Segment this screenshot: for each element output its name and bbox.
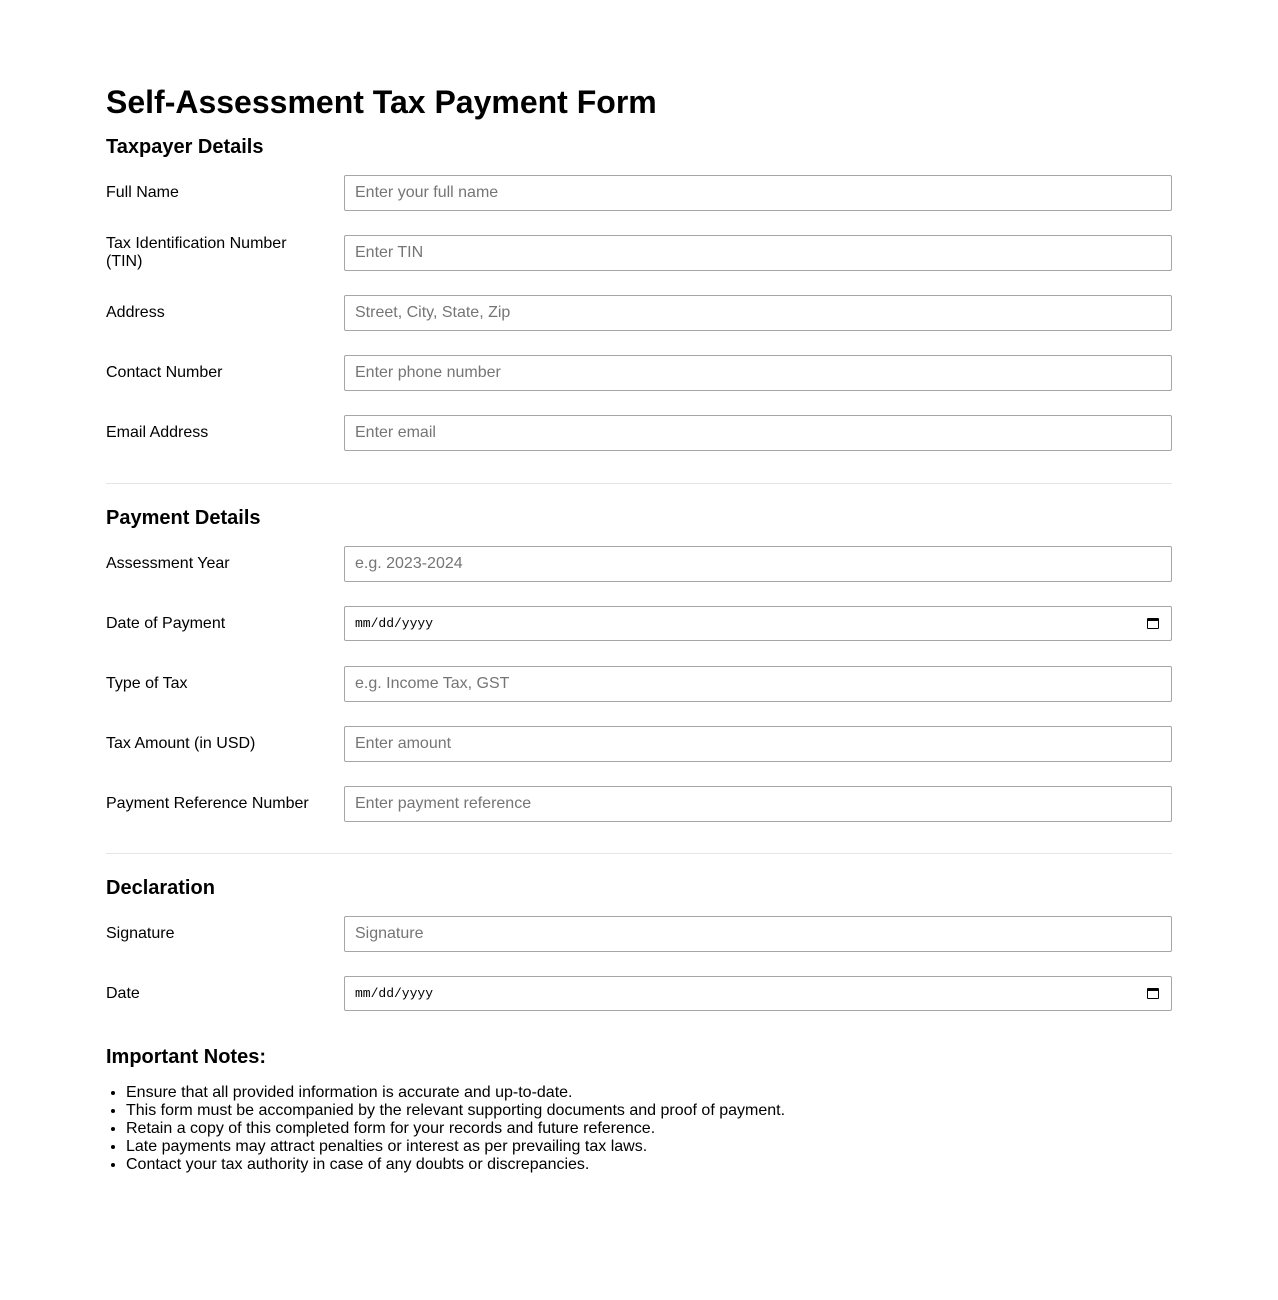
payment-details-section <box>106 506 1172 822</box>
email-input[interactable] <box>344 415 1172 451</box>
section-divider <box>106 853 1172 854</box>
payment-reference-input[interactable] <box>344 786 1172 822</box>
taxpayer-details-section <box>106 135 1172 451</box>
type-of-tax-input[interactable] <box>344 666 1172 702</box>
contact-number-label: Contact Number <box>106 364 223 381</box>
field-row-email <box>106 415 1172 451</box>
declaration-date-label: Date <box>106 985 140 1002</box>
contact-number-input[interactable] <box>344 355 1172 391</box>
declaration-section <box>106 876 1172 1012</box>
signature-label: Signature <box>106 925 175 942</box>
page-title: Self-Assessment Tax Payment Form <box>106 84 657 120</box>
full-name-input[interactable] <box>344 175 1172 211</box>
date-of-payment-input[interactable] <box>344 606 1172 641</box>
assessment-year-label: Assessment Year <box>106 555 230 572</box>
declaration-date-input[interactable] <box>344 976 1172 1011</box>
field-row-assessment-year <box>106 546 1172 582</box>
calendar-icon[interactable] <box>1147 988 1159 999</box>
field-row-date-of-payment <box>106 606 1172 642</box>
tin-input[interactable] <box>344 235 1172 271</box>
payment-reference-label: Payment Reference Number <box>106 795 309 812</box>
list-item: • Ensure that all provided information is accurate and up-to-date. <box>126 1084 1172 1102</box>
tin-label: Tax Identification Number (TIN) <box>106 235 287 270</box>
date-of-payment-placeholder: mm/dd/yyyy <box>355 616 434 631</box>
field-row-tin <box>106 235 1172 271</box>
calendar-icon[interactable] <box>1147 618 1159 629</box>
assessment-year-input[interactable] <box>344 546 1172 582</box>
field-row-declaration-date <box>106 976 1172 1012</box>
section-heading-payment: Payment Details <box>106 507 261 529</box>
field-row-payment-reference <box>106 786 1172 822</box>
important-notes-list <box>106 1084 1172 1174</box>
section-divider <box>106 483 1172 484</box>
declaration-date-placeholder: mm/dd/yyyy <box>355 986 434 1001</box>
type-of-tax-label: Type of Tax <box>106 675 188 692</box>
date-of-payment-label: Date of Payment <box>106 615 226 632</box>
address-input[interactable] <box>344 295 1172 331</box>
email-label: Email Address <box>106 424 209 441</box>
list-item: • Contact your tax authority in case of any doubts or discrepancies. <box>126 1156 1172 1174</box>
important-notes-heading: Important Notes: <box>106 1046 266 1068</box>
full-name-label: Full Name <box>106 184 179 201</box>
list-item: • Late payments may attract penalties or interest as per prevailing tax laws. <box>126 1138 1172 1156</box>
section-heading-taxpayer: Taxpayer Details <box>106 136 264 158</box>
section-heading-declaration: Declaration <box>106 877 215 899</box>
list-item: • Retain a copy of this completed form for your records and future reference. <box>126 1120 1172 1138</box>
tax-amount-input[interactable] <box>344 726 1172 762</box>
field-row-type-of-tax <box>106 666 1172 702</box>
field-row-signature <box>106 916 1172 952</box>
list-item: • This form must be accompanied by the relevant supporting documents and proof of payment. <box>126 1102 1172 1120</box>
field-row-address <box>106 295 1172 331</box>
tax-amount-label: Tax Amount (in USD) <box>106 735 256 752</box>
address-label: Address <box>106 304 165 321</box>
field-row-full-name <box>106 175 1172 211</box>
signature-input[interactable] <box>344 916 1172 952</box>
field-row-contact-number <box>106 355 1172 391</box>
field-row-tax-amount <box>106 726 1172 762</box>
